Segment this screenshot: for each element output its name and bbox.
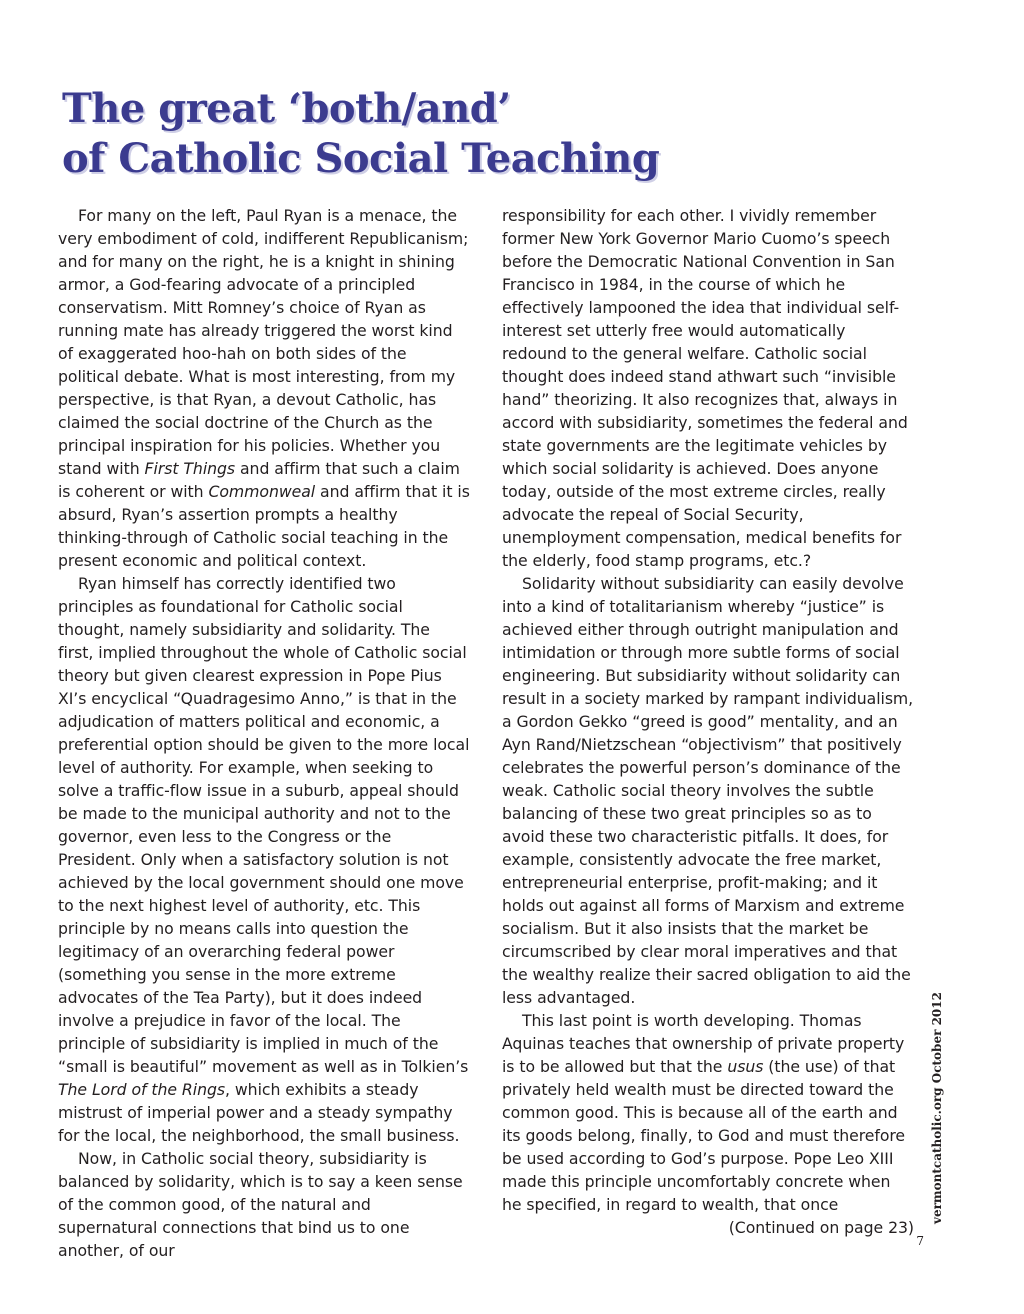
- publication-info: vermontcatholic.org October 2012: [930, 992, 944, 1224]
- paragraph: For many on the left, Paul Ryan is a menace, the very embodiment of cold, indifferent Republicanism; and for many on the right, he is a knight in shining armor, a God-fearing advocate of a principled conservatism. Mitt Romney’s choice of Ryan as running mate has already triggered the worst kind of exaggerated hoo-hah on both sides of the political debate. What is most interesting, from my perspective, is that Ryan, a devout Catholic, has claimed the social doctrine of the Church as the principal inspiration for his policies. Whether you stand with First Things and affirm that such a claim is coherent or with Commonweal and affirm that it is absurd, Ryan’s assertion prompts a healthy thinking-through of Catholic social teaching in the present economic and political context.: [58, 206, 470, 570]
- paragraph: Solidarity without subsidiarity can easily devolve into a kind of totalitarianism whereby “justice” is achieved either through outright manipulation and intimidation or through more subtle forms of social engineering. But subsidiarity without solidarity can result in a society marked by rampant individualism, a Gordon Gekko “greed is good” mentality, and an Ayn Rand/Nietzschean “objectivism” that positively celebrates the powerful person’s dominance of the weak. Catholic social theory involves the subtle balancing of these two great principles so as to avoid these two characteristic pitfalls. It does, for example, consistently advocate the free market, entrepreneurial enterprise, profit-making; and it holds out against all forms of Marxism and extreme socialism. But it also insists that the market be circumscribed by clear moral imperatives and that the wealthy realize their sacred obligation to aid the less advantaged.: [502, 574, 914, 1007]
- paragraph: Now, in Catholic social theory, subsidiarity is balanced by solidarity, which is to say a keen sense of the common good, of the natural and supernatural connections that bind us to one another, of our: [58, 1149, 463, 1260]
- left-column: [58, 204, 470, 1262]
- title-line-2: of Catholic Social Teaching: [62, 135, 660, 182]
- vertical-footer: [926, 992, 948, 1230]
- paragraph: Ryan himself has correctly identified two principles as foundational for Catholic social thought, namely subsidiarity and solidarity. The first, implied throughout the whole of Catholic social theory but given clearest expression in Pope Pius XI’s encyclical “Quadragesimo Anno,” is that in the adjudication of matters political and economic, a preferential option should be given to the more local level of authority. For example, when seeking to solve a traffic-flow issue in a suburb, appeal should be made to the municipal authority and not to the governor, even less to the Congress or the President. Only when a satisfactory solution is not achieved by the local government should one move to the next highest level of authority, etc. This principle by no means calls into question the legitimacy of an overarching federal power (something you sense in the more extreme advocates of the Tea Party), but it does indeed involve a prejudice in favor of the local. The principle of subsidiarity is implied in much of the “small is beautiful” movement as well as in Tolkien’s The Lord of the Rings, which exhibits a steady mistrust of imperial power and a steady sympathy for the local, the neighborhood, the small business.: [58, 574, 470, 1145]
- continued-note: (Continued on page 23): [728, 1218, 914, 1237]
- paragraph: This last point is worth developing. Thomas Aquinas teaches that ownership of private property is to be allowed but that the usus (the use) of that privately held wealth must be directed toward the common good. This is because all of the earth and its goods belong, finally, to God and must therefore be used according to God’s purpose. Pope Leo XIII made this principle uncomfortably concrete when he specified, in regard to wealth, that once: [502, 1011, 906, 1214]
- page-number: 7: [916, 1234, 924, 1248]
- right-column: [502, 204, 914, 1239]
- article-title: [62, 84, 782, 184]
- title-line-1: The great ‘both/and’: [62, 85, 511, 132]
- paragraph: responsibility for each other. I vividly remember former New York Governor Mario Cuomo’s speech before the Democratic National Convention in San Francisco in 1984, in the course of which he effectively lampooned the idea that individual self-interest set utterly free would automatically redound to the general welfare. Catholic social thought does indeed stand athwart such “invisible hand” theorizing. It also recognizes that, always in accord with subsidiarity, sometimes the federal and state governments are the legitimate vehicles by which social solidarity is achieved. Does anyone today, outside of the most extreme circles, really advocate the repeal of Social Security, unemployment compensation, medical benefits for the elderly, food stamp programs, etc.?: [502, 206, 908, 570]
